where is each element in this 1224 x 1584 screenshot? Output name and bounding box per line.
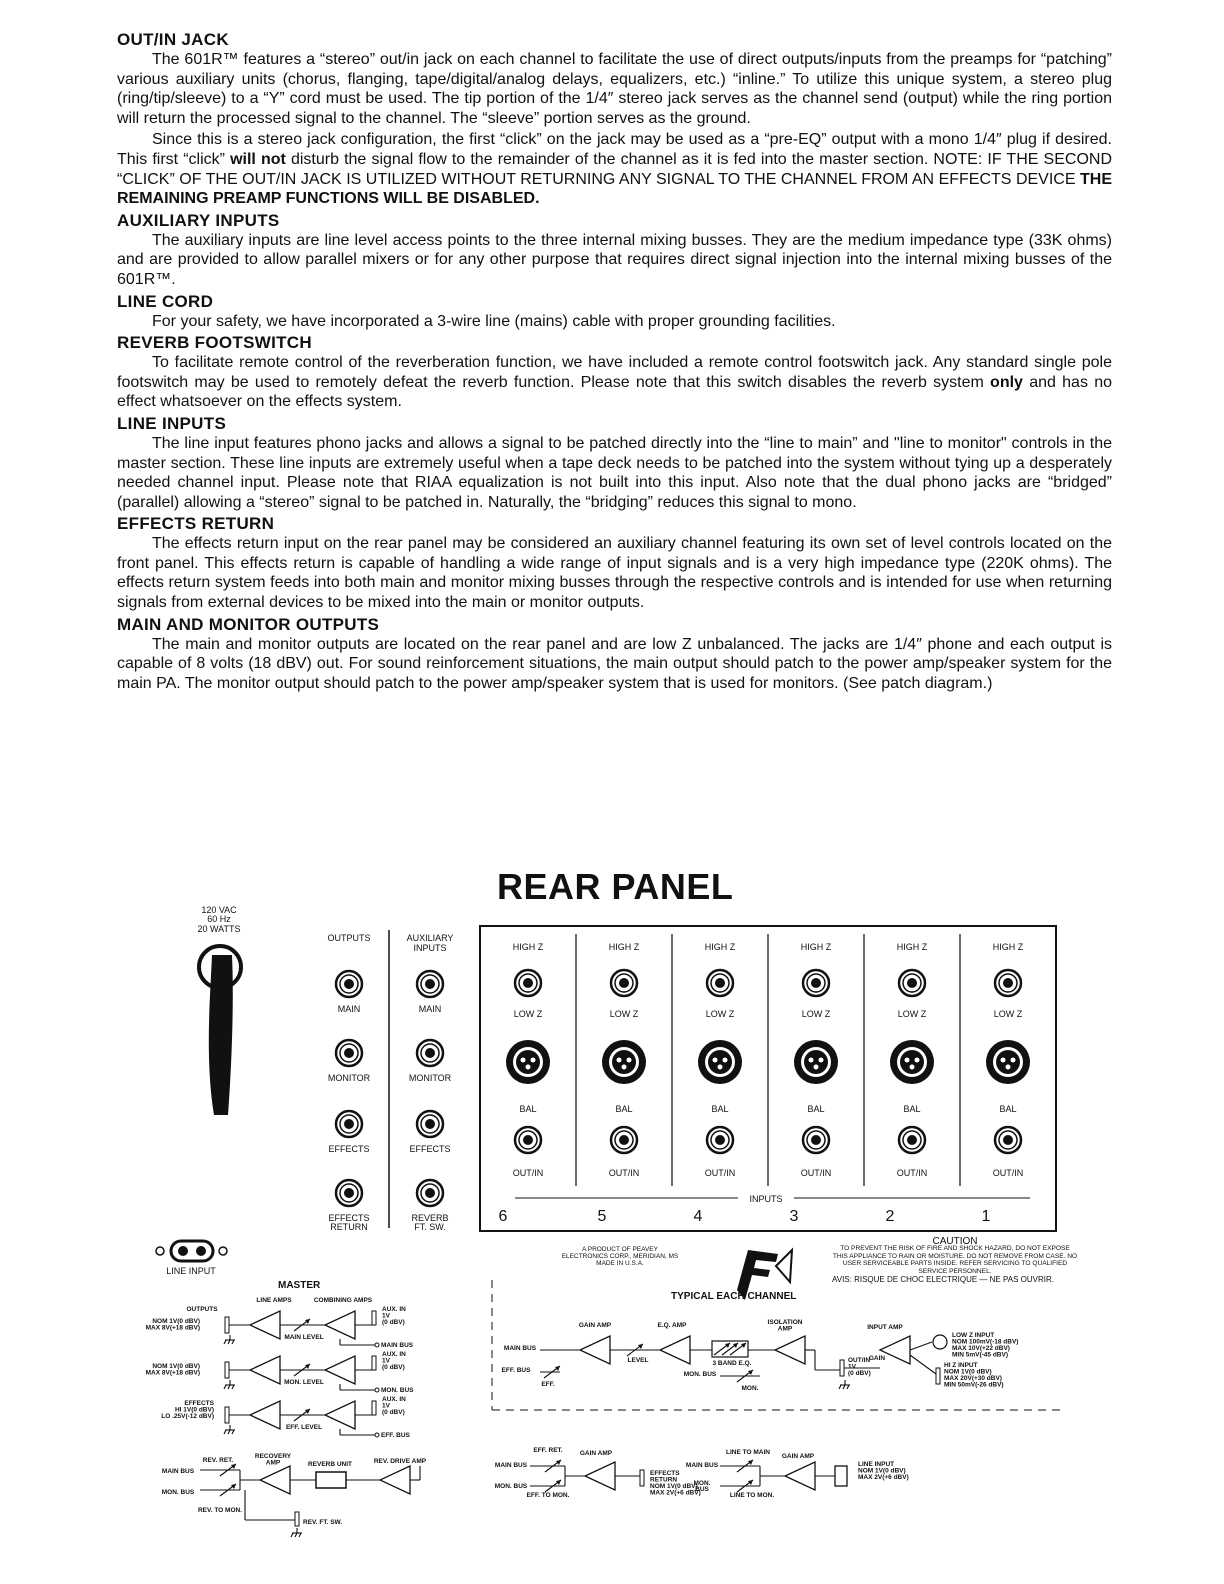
- schematic-label: AUX. IN: [382, 1396, 406, 1403]
- schematic-label: HI Z INPUT: [944, 1362, 978, 1369]
- wire: [299, 1533, 301, 1537]
- bal-label: BAL: [903, 1104, 921, 1114]
- bal-label: BAL: [615, 1104, 633, 1114]
- amplifier-symbol: [660, 1336, 690, 1364]
- power-spec: [197, 905, 240, 934]
- high-z-label: HIGH Z: [800, 942, 832, 952]
- xlr-jack-icon: [794, 1040, 838, 1084]
- bus-node: [375, 1433, 379, 1437]
- low-z-label: LOW Z: [513, 1009, 543, 1019]
- schematic-label: LO .25V(-12 dBV): [161, 1413, 214, 1420]
- paragraph: The auxiliary inputs are line level access points to the three internal mixing busses. They are the medium impedance type (33K ohms) and are provided to allow parallel mixers or for any other purpose that requires direct signal injection into the internal mixing busses of the 601R™.: [117, 231, 1112, 288]
- bal-label: BAL: [999, 1104, 1017, 1114]
- schematic-label: MON. BUS: [683, 1371, 717, 1378]
- amplifier-symbol: [380, 1466, 410, 1494]
- schematic-label: EFF. RET.: [533, 1447, 563, 1454]
- amplifier-symbol: [325, 1401, 355, 1429]
- pot-arrow: [555, 1366, 560, 1371]
- power-cord-icon: [199, 946, 241, 1115]
- schematic-label: REV. DRIVE AMP: [373, 1458, 427, 1465]
- out-in-label: OUT/IN: [512, 1168, 544, 1178]
- pot-arrow: [305, 1364, 310, 1369]
- aux-label: FT. SW.: [414, 1222, 446, 1232]
- schematic-label: GAIN: [868, 1355, 886, 1362]
- amplifier-symbol: [325, 1311, 355, 1339]
- schematic-label: AUX. IN: [382, 1351, 406, 1358]
- schematic-label: MON. BUS: [494, 1483, 528, 1490]
- xlr-jack-icon: [602, 1040, 646, 1084]
- bal-label: BAL: [519, 1104, 537, 1114]
- schematic-label: MAX 8V(+18 dBV): [145, 1369, 200, 1377]
- aux-label: MAIN: [418, 1004, 442, 1014]
- channel-number: 1: [981, 1208, 991, 1225]
- schematic-label: MAX 8V(+18 dBV): [145, 1324, 200, 1332]
- aux-label: MONITOR: [408, 1073, 452, 1083]
- high-z-jack-icon: [899, 970, 925, 996]
- text-run: and has no effect whatsoever on the effects system.: [117, 373, 1112, 411]
- avis-text: AVIS: RISQUE DE CHOC ELECTRIQUE — NE PAS OUVRIR.: [832, 1275, 1054, 1285]
- outputs-header: OUTPUTS: [327, 933, 371, 943]
- schematic-label: EFFECTS: [184, 1400, 214, 1407]
- schematic-label: (0 dBV): [848, 1370, 871, 1377]
- schematic-label: (0 dBV): [382, 1409, 405, 1416]
- high-z-jack-icon: [995, 970, 1021, 996]
- out-in-jack-icon: [611, 1127, 637, 1153]
- text-run: disturb the signal flow to the remainder of the channel as it is fed into the master section. NOTE: IF THE SECOND “CLICK” OF THE OUT/IN JACK IS UTILIZED WITHOUT RETURNING ANY SIGNAL TO THE CHANNEL FROM AN EFFECTS DEVICE: [117, 150, 1112, 188]
- bus-node: [375, 1343, 379, 1347]
- amplifier-symbol: [250, 1356, 280, 1384]
- out-in-label: OUT/IN: [896, 1168, 928, 1178]
- paragraph: The 601R™ features a “stereo” out/in jack on each channel to facilitate the use of direct outputs/inputs from the preamps for “patching” various auxiliary units (chorus, flanging, tape/digital/analog delays, equalizers, etc.) “inline.” To utilize this unique system, a stereo plug (ring/tip/sleeve) to a “Y” cord must be used. The tip portion of the 1/4″ stereo jack serves as the channel send (output) while the ring portion will return the processed signal to the channel. The “sleeve” portion serves as the ground.: [117, 51, 1112, 127]
- schematic-label: LINE INPUT: [858, 1461, 895, 1468]
- output-jack-icon: [336, 1180, 362, 1206]
- pot-arrow: [556, 1480, 561, 1485]
- channel-number: 5: [597, 1208, 607, 1225]
- high-z-label: HIGH Z: [896, 942, 928, 952]
- schematic-label: MAX 2V(+6 dBV): [650, 1489, 701, 1497]
- amplifier-symbol: [250, 1401, 280, 1429]
- schematic-label: LEVEL: [627, 1357, 649, 1364]
- low-z-label: LOW Z: [897, 1009, 927, 1019]
- aux-jack-icon: [417, 1040, 443, 1066]
- schematic-label: 1V: [848, 1363, 856, 1371]
- schematic-label: RECOVERY: [254, 1453, 292, 1460]
- footswitch-jack-symbol: [295, 1512, 299, 1526]
- caution-notice: [832, 1238, 1078, 1283]
- schematic-label: (0 dBV): [382, 1364, 405, 1371]
- out-in-jack-icon: [995, 1127, 1021, 1153]
- out-in-jack-icon: [515, 1127, 541, 1153]
- bal-label: BAL: [711, 1104, 729, 1114]
- schematic-label: NOM 1V(0 dBV): [944, 1368, 992, 1376]
- section-heading: LINE CORD: [117, 291, 214, 311]
- aux-jack-icon: [417, 1180, 443, 1206]
- amplifier-symbol: [785, 1462, 815, 1490]
- schematic-label: REV. RET.: [202, 1457, 234, 1464]
- pot-arrow: [748, 1370, 753, 1375]
- schematic-label: MON. BUS: [381, 1387, 414, 1394]
- wire: [232, 1385, 234, 1389]
- wire: [910, 1355, 936, 1374]
- schematic-label: MAIN BUS: [161, 1468, 195, 1475]
- xlr-jack-icon: [890, 1040, 934, 1084]
- wire: [232, 1430, 234, 1434]
- effects-return-jack-symbol: [640, 1470, 644, 1486]
- schematic-label: EFF. TO MON.: [526, 1492, 570, 1499]
- out-in-jack-icon: [899, 1127, 925, 1153]
- channel-schematic: [502, 1319, 1019, 1392]
- out-in-jack-symbol: [840, 1360, 844, 1376]
- line-input-label: LINE INPUT: [166, 1266, 216, 1276]
- schematic-label: MAIN LEVEL: [284, 1334, 324, 1341]
- schematic-label: MAIN BUS: [503, 1345, 537, 1352]
- schematic-label: REVERB UNIT: [307, 1461, 353, 1468]
- schematic-label: 1V: [382, 1357, 390, 1365]
- section-heading: LINE INPUTS: [117, 413, 227, 433]
- amplifier-symbol: [325, 1356, 355, 1384]
- output-jack-symbol: [225, 1407, 229, 1423]
- high-z-jack-icon: [707, 970, 733, 996]
- schematic-label: (0 dBV): [382, 1319, 405, 1326]
- rear-panel-title: REAR PANEL: [497, 866, 734, 907]
- pot-arrow: [748, 1460, 753, 1465]
- schematic-label: MON. LEVEL: [284, 1379, 324, 1386]
- wire: [228, 1430, 230, 1434]
- high-z-label: HIGH Z: [992, 942, 1024, 952]
- channel-strips: [499, 934, 1030, 1225]
- schematic-label: E.Q. AMP: [657, 1322, 687, 1329]
- low-z-label: LOW Z: [705, 1009, 735, 1019]
- schematic-label: EFFECTS: [650, 1470, 680, 1477]
- schematic-label: HI 1V(0 dBV): [174, 1406, 214, 1414]
- schematic-label: MON.: [693, 1480, 711, 1487]
- wire: [847, 1385, 849, 1389]
- amplifier-symbol: [250, 1311, 280, 1339]
- pot-arrow: [741, 1343, 746, 1348]
- emphasis: only: [990, 373, 1023, 391]
- channel-number: 3: [789, 1208, 799, 1225]
- text-run: Since this is a stereo jack configuration, the first “click” on the jack may be used as a “pre-EQ” output with a mono 1/4″ plug if desired. This first “click”: [117, 131, 1112, 168]
- high-z-jack-icon: [515, 970, 541, 996]
- output-jack-symbol: [225, 1317, 229, 1333]
- schematic-label: MAIN BUS: [381, 1342, 414, 1349]
- schematic-label: AMP: [265, 1459, 281, 1467]
- emphasis: will not: [230, 150, 286, 168]
- credit-line: A PRODUCT OF PEAVEY: [582, 1246, 658, 1253]
- high-z-label: HIGH Z: [512, 942, 544, 952]
- pot-arrow: [733, 1343, 738, 1348]
- aux-jack-icon: [417, 971, 443, 997]
- inputs-label: INPUTS: [749, 1194, 783, 1204]
- credit-line: MADE IN U.S.A.: [596, 1260, 644, 1267]
- peavey-credit: [530, 1246, 710, 1267]
- schematic-label: NOM 1V(0 dBV): [152, 1363, 200, 1370]
- high-z-jack-icon: [803, 970, 829, 996]
- wire: [843, 1385, 845, 1389]
- schematic-label: MON.: [741, 1385, 759, 1392]
- schematic-label: GAIN AMP: [579, 1450, 613, 1457]
- schematic-label: 1V: [382, 1312, 390, 1320]
- out-in-label: OUT/IN: [992, 1168, 1024, 1178]
- paragraph: The line input features phono jacks and allows a signal to be patched directly into the “line to main” and "line to monitor" controls in the master section. These line inputs are extremely useful when a tape deck needs to be patched into the system without tying up a desperately needed channel input. Please note that RIAA equalization is not built into this input. Also note that the dual phono jacks are “bridged” (parallel) allowing a “stereo” signal to be patched in. Naturally, the “bridging” reduces this signal to mono.: [117, 434, 1112, 511]
- returns-schematic: [495, 1447, 909, 1499]
- output-jack-icon: [336, 971, 362, 997]
- output-label: MAIN: [337, 1004, 361, 1014]
- aux-jack-icon: [417, 1111, 443, 1137]
- pot-arrow: [231, 1484, 236, 1489]
- schematic-label: LINE TO MON.: [729, 1492, 775, 1499]
- aux-header-line2: INPUTS: [413, 943, 447, 953]
- pot-arrow: [638, 1344, 643, 1349]
- aux-header: AUXILIARY: [406, 933, 454, 943]
- section-heading: REVERB FOOTSWITCH: [117, 333, 312, 353]
- text-run: To facilitate remote control of the reverberation function, we have included a remote control footswitch jack. Any standard single pole footswitch may be used to remotely defeat the reverb function. Please note that this switch disables the reverb system: [117, 354, 1112, 391]
- aux-label: EFFECTS: [409, 1144, 451, 1154]
- section-heading: EFFECTS RETURN: [117, 514, 275, 534]
- amplifier-symbol: [585, 1462, 615, 1490]
- xlr-jack-icon: [986, 1040, 1030, 1084]
- xlr-input-symbol: [933, 1335, 947, 1349]
- output-label: RETURN: [330, 1222, 368, 1232]
- schematic-label: GAIN AMP: [781, 1453, 815, 1460]
- schematic-label: LOW Z INPUT: [952, 1332, 995, 1339]
- schematic-label: MAIN BUS: [685, 1462, 719, 1469]
- caution-title: CAUTION: [932, 1236, 978, 1247]
- aux-jack-symbol: [372, 1311, 376, 1325]
- section-heading: AUXILIARY INPUTS: [117, 210, 280, 230]
- schematic-label: NOM 1V(0 dBV): [858, 1467, 906, 1475]
- high-z-label: HIGH Z: [704, 942, 736, 952]
- aux-label: REVERB: [411, 1213, 449, 1223]
- low-z-label: LOW Z: [801, 1009, 831, 1019]
- caution-text: TO PREVENT THE RISK OF FIRE AND SHOCK HAZARD, DO NOT EXPOSE THIS APPLIANCE TO RAIN OR MOISTURE. DO NOT REMOVE FROM CASE. NO USER SERVICEABLE PARTS INSIDE. REFER SERVICING TO QUALIFIED SERVICE PERSONNEL.: [832, 1245, 1078, 1275]
- pot-arrow: [725, 1343, 730, 1348]
- high-z-label: HIGH Z: [608, 942, 640, 952]
- schematic-label: GAIN AMP: [578, 1322, 612, 1329]
- pot-arrow: [231, 1464, 236, 1469]
- pot-arrow: [748, 1480, 753, 1485]
- bus-node: [375, 1388, 379, 1392]
- schematic-label: NOM 1V(0 dBV): [650, 1483, 698, 1490]
- power-voltage: 120 VAC: [201, 905, 237, 915]
- xlr-jack-icon: [506, 1040, 550, 1084]
- wire: [291, 1533, 293, 1537]
- aux-jack-symbol: [372, 1401, 376, 1415]
- section-heading: OUT/IN JACK: [117, 30, 229, 49]
- schematic-label: MIN 5mV(-45 dBV): [952, 1351, 1008, 1359]
- reverb-tank-symbol: [316, 1472, 346, 1488]
- paragraph: For your safety, we have incorporated a 3-wire line (mains) cable with proper grounding facilities.: [152, 312, 836, 330]
- wire: [232, 1340, 234, 1344]
- schematic-label: MAX 10V(+22 dBV): [952, 1345, 1010, 1352]
- wire: [910, 1342, 932, 1350]
- schematic-label: RETURN: [650, 1476, 678, 1484]
- master-schematic: [146, 1297, 427, 1537]
- amplifier-symbol: [260, 1466, 290, 1494]
- out-in-jack-icon: [803, 1127, 829, 1153]
- schematic-label: OUT/IN: [848, 1357, 871, 1364]
- channel-number: 2: [885, 1208, 895, 1225]
- wire: [839, 1385, 841, 1389]
- high-z-jack-icon: [611, 970, 637, 996]
- schematic-label: ISOLATION: [767, 1319, 803, 1326]
- schematic-label: MON. BUS: [161, 1489, 195, 1496]
- wire: [228, 1385, 230, 1389]
- schematic-label: NOM 1V(0 dBV): [152, 1318, 200, 1325]
- output-jack-icon: [336, 1040, 362, 1066]
- schematic-label: EFF. BUS: [381, 1432, 410, 1439]
- schematic-label: MAX 2V(+6 dBV): [858, 1474, 909, 1481]
- low-z-label: LOW Z: [993, 1009, 1023, 1019]
- aux-jack-symbol: [372, 1356, 376, 1370]
- schematic-label: 3 BAND E.Q.: [712, 1360, 752, 1367]
- schematic-label: REV. FT. SW.: [303, 1519, 343, 1526]
- pot-arrow: [556, 1460, 561, 1465]
- paragraph: The effects return input on the rear panel may be considered an auxiliary channel featuring its own set of level controls located on the front panel. This effects return is capable of handling a wide range of input signals and is a very high impedance type (220K ohms). The effects return system feeds into both main and monitor mixing busses through the respective controls and is intended for use when returning signals from external devices to be mixed into the main or monitor outputs.: [117, 535, 1112, 612]
- schematic-label: OUTPUTS: [186, 1306, 218, 1313]
- schematic-label: MAIN BUS: [494, 1462, 528, 1469]
- schematic-label: LINE AMPS: [256, 1297, 292, 1304]
- schematic-label: EFF. BUS: [501, 1367, 531, 1374]
- output-jack-icon: [336, 1111, 362, 1137]
- bal-label: BAL: [807, 1104, 825, 1114]
- typical-channel-label: TYPICAL EACH CHANNEL: [671, 1291, 797, 1302]
- emphasis: THE REMAINING PREAMP FUNCTIONS WILL BE DISABLED.: [117, 170, 1112, 208]
- out-in-label: OUT/IN: [608, 1168, 640, 1178]
- schematic-label: BUS: [695, 1486, 709, 1493]
- xlr-jack-icon: [698, 1040, 742, 1084]
- schematic-label: 1V: [382, 1402, 390, 1410]
- power-wattage: 20 WATTS: [197, 924, 241, 934]
- wire: [228, 1340, 230, 1344]
- schematic-label: COMBINING AMPS: [313, 1297, 373, 1304]
- out-in-label: OUT/IN: [800, 1168, 832, 1178]
- schematic-label: REV. TO MON.: [197, 1507, 243, 1514]
- channel-number: 6: [498, 1208, 508, 1225]
- master-label: MASTER: [278, 1280, 321, 1291]
- line-input-jack-symbol: [835, 1466, 847, 1486]
- schematic-label: MIN 50mV(-26 dBV): [944, 1381, 1004, 1389]
- schematic-label: AMP: [777, 1325, 793, 1333]
- amplifier-symbol: [580, 1336, 610, 1364]
- pot-arrow: [305, 1319, 310, 1324]
- output-label: MONITOR: [327, 1073, 371, 1083]
- paragraph: The main and monitor outputs are located on the rear panel and are low Z unbalanced. The jacks are 1/4″ phone and each output is capable of 8 volts (18 dBV) out. For sound reinforcement situations, the main output should patch to the power amp/speaker system for the main PA. The monitor output should patch to the power amp/speaker system that is used for monitors. (See patch diagram.): [117, 635, 1112, 692]
- output-label: EFFECTS: [328, 1144, 370, 1154]
- output-label: EFFECTS: [328, 1213, 370, 1223]
- wire: [295, 1533, 297, 1537]
- schematic-label: INPUT AMP: [867, 1324, 903, 1331]
- output-jack-symbol: [225, 1362, 229, 1378]
- wire: [224, 1385, 226, 1389]
- schematic-label: EFF. LEVEL: [285, 1424, 323, 1431]
- wire: [224, 1430, 226, 1434]
- schematic-label: NOM 100mV(-18 dBV): [952, 1338, 1019, 1346]
- channel-number: 4: [693, 1208, 703, 1225]
- schematic-label: AUX. IN: [382, 1306, 406, 1313]
- amplifier-symbol: [775, 1336, 805, 1364]
- credit-line: ELECTRONICS CORP., MERIDIAN, MS: [561, 1253, 679, 1260]
- section-heading: MAIN AND MONITOR OUTPUTS: [117, 614, 380, 634]
- out-in-label: OUT/IN: [704, 1168, 736, 1178]
- hi-z-jack-symbol: [936, 1368, 940, 1384]
- wire: [224, 1340, 226, 1344]
- line-input-jacks: [156, 1241, 227, 1261]
- schematic-label: MAX 20V(+30 dBV): [944, 1375, 1002, 1382]
- low-z-label: LOW Z: [609, 1009, 639, 1019]
- schematic-label: LINE TO MAIN: [726, 1449, 770, 1456]
- power-frequency: 60 Hz: [207, 914, 231, 924]
- schematic-label: EFF.: [541, 1381, 555, 1388]
- out-in-jack-icon: [707, 1127, 733, 1153]
- pot-arrow: [305, 1409, 310, 1414]
